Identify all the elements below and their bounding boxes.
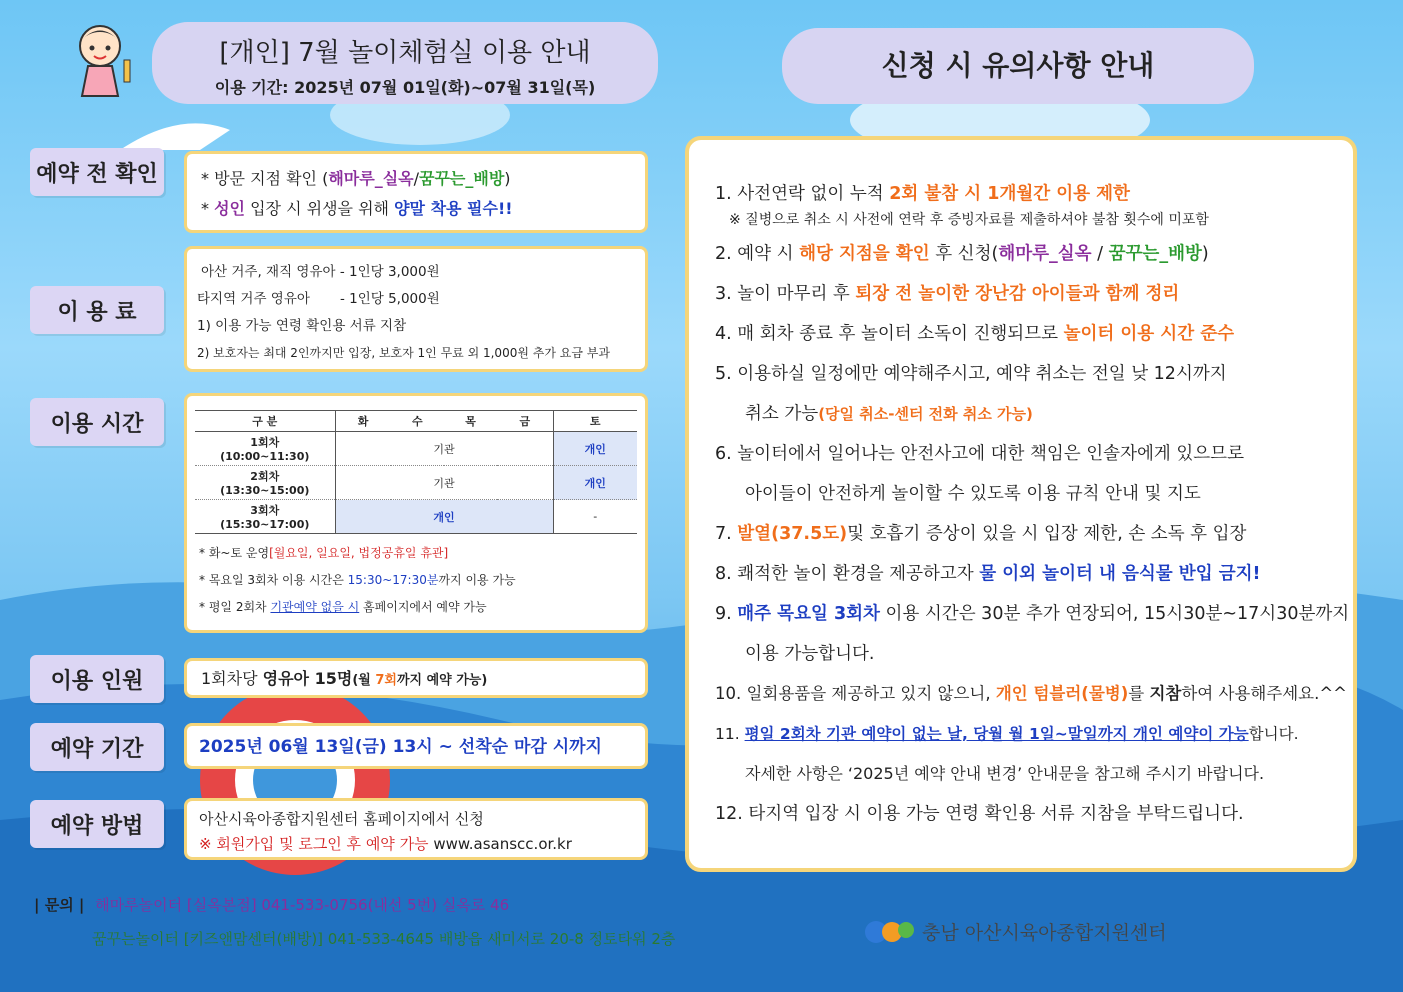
label-method: 예약 방법 [30, 800, 164, 848]
text: 7. [715, 524, 738, 544]
text: * 평일 2회차 [199, 600, 271, 614]
text-no-agency: 기관예약 없을 시 [270, 600, 360, 614]
saturday-cell: 개인 [553, 466, 637, 500]
text: 3. 놀이 마무리 후 [715, 284, 856, 304]
session-time: (15:30~17:00) [220, 518, 310, 531]
session-cell [195, 466, 335, 500]
rule-3 [715, 274, 1333, 314]
branch-haemaru: 해마루_실옥 [328, 169, 414, 188]
time-note-2 [187, 567, 645, 594]
text-highlight: 해당 지점을 확인 [799, 244, 930, 264]
rule-6-cont: 아이들이 안전하게 놀이할 수 있도록 이용 규칙 안내 및 지도 [745, 484, 1201, 504]
session-name: 2회차 [250, 470, 280, 483]
method-line-2 [199, 832, 633, 857]
method-line-1: 아산시육아종합지원센터 홈페이지에서 신청 [199, 810, 484, 828]
text: 1. 사전연락 없이 누적 [715, 184, 890, 204]
text: 까지 이용 가능 [438, 573, 516, 587]
box-period [184, 723, 648, 769]
text: 합니다. [1248, 725, 1299, 743]
org-name: 충남 아산시육아종합지원센터 [922, 921, 1167, 944]
text-thursday-time: 15:30~17:30분 [347, 573, 439, 587]
session-name: 1회차 [250, 436, 280, 449]
text-highlight: 평일 2회차 기관 예약이 없는 날, 당월 월 1일~말일까지 개인 예약이 가능 [744, 725, 1249, 743]
saturday-cell: 개인 [553, 432, 637, 466]
rule-6: 6. 놀이터에서 일어나는 안전사고에 대한 책임은 인솔자에게 있으므로 [715, 444, 1244, 464]
text: 입장 시 위생을 위해 [245, 199, 395, 218]
th-thu: 목 [444, 411, 497, 432]
text-highlight: 2회 불참 시 1개월간 이용 제한 [889, 184, 1130, 204]
schedule-table [195, 410, 637, 534]
text-bring: 지참 [1149, 684, 1182, 703]
th-wed: 수 [391, 411, 444, 432]
text: 8. 쾌적한 놀이 환경을 제공하고자 [715, 564, 980, 584]
fee-line-3: 1) 이용 가능 연령 확인용 서류 지참 [197, 318, 407, 334]
branch-haemaru: 해마루_실옥 [998, 244, 1092, 264]
time-note-1 [187, 540, 645, 567]
session-time: (13:30~15:00) [220, 484, 310, 497]
text: 를 [1128, 684, 1150, 703]
text: 까지 예약 가능) [396, 673, 488, 688]
table-row [195, 466, 637, 500]
text: 하여 사용해주세요.^^ [1181, 684, 1347, 703]
label-time: 이용 시간 [30, 398, 164, 446]
session-time: (10:00~11:30) [220, 450, 310, 463]
page-title: [개인] 7월 놀이체험실 이용 안내 [219, 38, 591, 68]
rule-8 [715, 554, 1333, 594]
box-people [184, 658, 648, 698]
text: ) [1201, 244, 1209, 264]
text: 9. [715, 604, 738, 624]
rules-title: 신청 시 유의사항 안내 [881, 49, 1155, 82]
footer-contact-1 [34, 894, 509, 915]
text: 4. 매 회차 종료 후 놀이터 소독이 진행되므로 [715, 324, 1064, 344]
check-line-2 [201, 194, 631, 224]
label-check: 예약 전 확인 [30, 148, 164, 196]
session-name: 3회차 [250, 504, 280, 517]
rules-title-pill [782, 28, 1254, 104]
text-highlight: 물 이외 놀이터 내 음식물 반입 금지! [979, 564, 1261, 584]
rule-9 [715, 594, 1350, 634]
rule-12: 12. 타지역 입장 시 이용 가능 연령 확인용 서류 지참을 부탁드립니다. [715, 804, 1244, 824]
rule-10 [715, 674, 1347, 714]
label-fee: 이 용 료 [30, 286, 164, 334]
box-fee [184, 246, 648, 372]
session-cell [195, 500, 335, 534]
text-highlight: 개인 텀블러(물병) [995, 684, 1129, 703]
text: / [413, 169, 419, 188]
weekday-cell: 개인 [335, 500, 553, 534]
check-line-1 [201, 164, 631, 194]
text-highlight: 퇴장 전 놀이한 장난감 아이들과 함께 정리 [855, 284, 1180, 304]
text: 1회차당 [201, 669, 263, 688]
footer-contact-2 [92, 928, 675, 949]
th-tue: 화 [335, 411, 391, 432]
label-people: 이용 인원 [30, 655, 164, 703]
usage-period: 이용 기간: 2025년 07월 01일(화)~07월 31일(목) [214, 78, 596, 97]
text: 후 신청( [929, 244, 999, 264]
text-socks: 양말 착용 필수!! [394, 199, 513, 218]
contact-baebang: 꿈꾸는놀이터 [키즈앤맘센터(배방)] 041-533-4645 배방읍 새미서로 20-8 정토타워 2층 [92, 930, 676, 948]
fee-line-2: 타지역 거주 영유아 - 1인당 5,000원 [197, 291, 440, 307]
header-pill [152, 22, 658, 104]
weekday-cell: 기관 [335, 432, 553, 466]
reservation-period: 2025년 06월 13일(금) 13시 ~ 선착순 마감 시까지 [199, 737, 602, 757]
rule-1-sub: ※ 질병으로 취소 시 사전에 연락 후 증빙자료를 제출하셔야 불참 횟수에 미포함 [729, 212, 1209, 228]
text-adult: 성인 [214, 199, 246, 218]
contact-haemaru: 해마루놀이터 [실옥본점] 041-533-0756(내선 5번) 실옥로 46 [95, 896, 510, 914]
text-highlight: 매주 목요일 3회차 [737, 604, 880, 624]
rule-2 [715, 234, 1333, 274]
child-mascot-icon [62, 14, 152, 104]
table-row [195, 500, 637, 534]
rule-11-cont: 자세한 사항은 ‘2025년 예약 안내 변경’ 안내문을 참고해 주시기 바랍니다. [745, 764, 1265, 783]
session-cell [195, 432, 335, 466]
rule-9-cont: 이용 가능합니다. [745, 644, 875, 664]
text: 11. [715, 725, 745, 743]
text: 및 호흡기 증상이 있을 시 입장 제한, 손 소독 후 입장 [847, 524, 1247, 544]
fee-line-4: 2) 보호자는 최대 2인까지만 입장, 보호자 1인 무료 외 1,000원 추가 요금 부과 [197, 346, 610, 360]
text: 이용 시간은 30분 추가 연장되어, 15시30분~17시30분까지 [879, 604, 1350, 624]
website-link[interactable]: www.asanscc.or.kr [433, 835, 572, 853]
text: 취소 가능 [745, 404, 819, 424]
rules-box [685, 136, 1357, 872]
text-highlight: 발열(37.5도) [737, 524, 848, 544]
text-login-note: ※ 회원가입 및 로그인 후 예약 가능 [199, 835, 429, 853]
saturday-cell: - [553, 500, 637, 534]
box-check [184, 151, 648, 233]
th-category: 구 분 [195, 411, 335, 432]
text: / [1091, 244, 1109, 264]
box-method [184, 798, 648, 860]
text: * 목요일 3회차 이용 시간은 [199, 573, 348, 587]
contact-mark: | 문의 | [34, 896, 85, 914]
text: (월 [352, 673, 376, 688]
text-highlight: (당일 취소-센터 전화 취소 가능) [818, 405, 1033, 423]
text-highlight: 놀이터 이용 시간 준수 [1063, 324, 1235, 344]
rule-5: 5. 이용하실 일정에만 예약해주시고, 예약 취소는 전일 낮 12시까지 [715, 364, 1227, 384]
branch-baebang: 꿈꾸는_배방 [1108, 244, 1202, 264]
org-logo [862, 916, 1167, 946]
text-monthly-limit: 7회 [375, 673, 397, 688]
center-logo-icon [862, 916, 918, 946]
text: ) [504, 169, 511, 188]
label-period: 예약 기간 [30, 723, 164, 771]
fee-line-1: 아산 거주, 재직 영유아 - 1인당 3,000원 [201, 264, 440, 280]
text-closed-days: [월요일, 일요일, 법정공휴일 휴관] [269, 546, 449, 560]
time-note-3 [187, 594, 645, 621]
th-fri: 금 [497, 411, 553, 432]
rule-7 [715, 514, 1333, 554]
text: * 화~토 운영 [199, 546, 270, 560]
text: * [201, 199, 209, 218]
th-sat: 토 [553, 411, 637, 432]
weekday-cell: 기관 [335, 466, 553, 500]
rule-5-cont [715, 394, 1333, 434]
text: 홈페이지에서 예약 가능 [359, 600, 487, 614]
table-row [195, 432, 637, 466]
text: 10. 일회용품을 제공하고 있지 않으니, [715, 684, 996, 703]
text: * 방문 지점 확인 ( [201, 169, 329, 188]
text-capacity: 영유아 15명 [262, 669, 353, 688]
box-time [184, 393, 648, 633]
rule-11 [715, 714, 1333, 754]
text: 2. 예약 시 [715, 244, 800, 264]
rule-4 [715, 314, 1333, 354]
branch-baebang: 꿈꾸는_배방 [419, 169, 505, 188]
